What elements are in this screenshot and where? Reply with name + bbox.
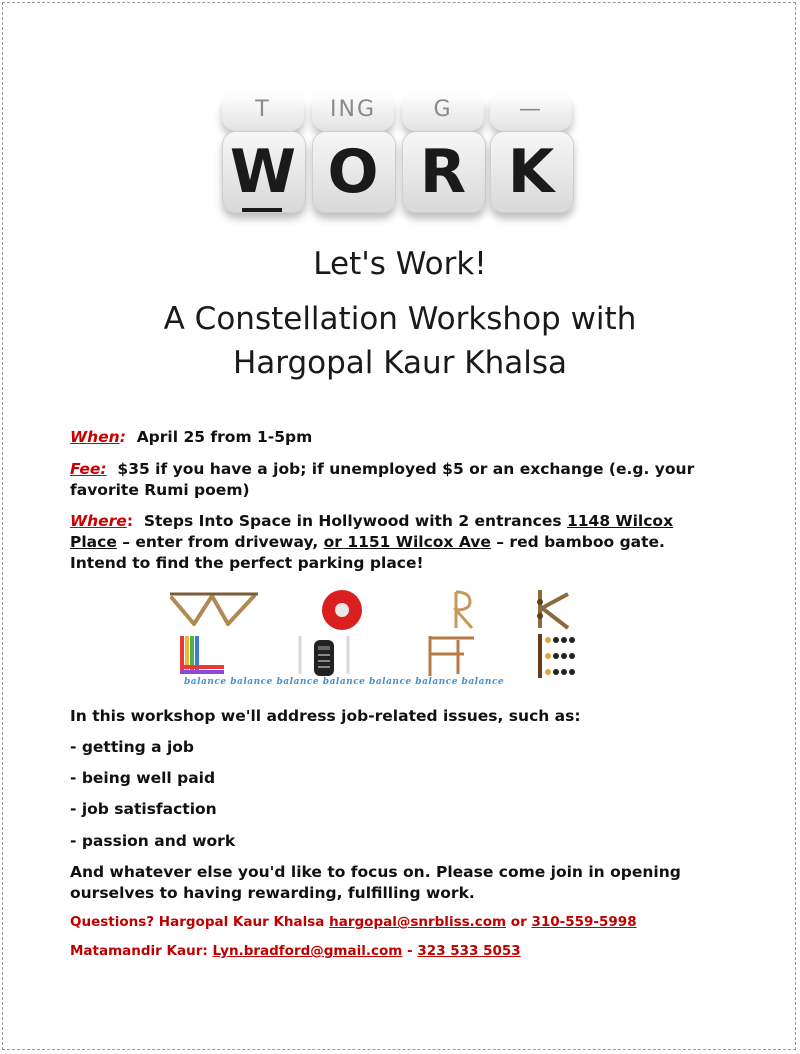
page-title: Let's Work! xyxy=(313,246,487,282)
issue-item: - being well paid xyxy=(70,769,216,787)
contact-1-prefix: Questions? Hargopal Kaur Khalsa xyxy=(70,914,330,930)
work-dice-image xyxy=(222,85,572,225)
address-2: or 1151 Wilcox Ave xyxy=(323,533,491,551)
issue-item: - getting a job xyxy=(70,738,195,756)
fee-label: Fee: xyxy=(70,460,107,478)
fee-text: $35 if you have a job; if unemployed $5 or an exchange (e.g. your favorite Rumi poem) xyxy=(70,460,695,499)
where-text-a: Steps Into Space in Hollywood with 2 entrances xyxy=(143,512,567,530)
subtitle-line-2: Hargopal Kaur Khalsa xyxy=(232,345,568,381)
issue-item: - job satisfaction xyxy=(70,800,217,818)
where-label: Where xyxy=(70,512,127,530)
dice-top-letter: — xyxy=(519,97,543,122)
email-link-hargopal[interactable]: hargopal@snrbliss.com xyxy=(329,914,507,930)
phone-link-matamandir[interactable]: 323 533 5053 xyxy=(417,943,521,959)
where-text-c: – red bamboo gate. Intend to find the perfect parking place! xyxy=(70,533,665,572)
when-text: April 25 from 1-5pm xyxy=(136,428,313,446)
fee-line xyxy=(70,459,720,501)
closing-text: And whatever else you'd like to focus on. Please come join in opening ourselves to having rewarding, fulfilling work. xyxy=(70,863,681,902)
email-link-matamandir[interactable]: Lyn.bradford@gmail.com xyxy=(212,943,403,959)
w-underline xyxy=(242,208,282,212)
where-line xyxy=(70,511,720,574)
contact-1-mid: or xyxy=(506,914,532,930)
dice-top-letter: ING xyxy=(330,97,376,122)
when-colon: : xyxy=(119,428,126,446)
dice-letter-o: O xyxy=(327,137,379,207)
intro-text: In this workshop we'll address job-related issues, such as: xyxy=(70,707,581,725)
when-label: When xyxy=(70,428,120,446)
dice-top-letter: G xyxy=(433,97,453,122)
balance-text: balance balance balance balance balance balance balance xyxy=(184,677,505,687)
page-subtitle xyxy=(0,297,800,385)
phone-link-hargopal[interactable]: 310-559-5998 xyxy=(531,914,637,930)
dice-letter-w: W xyxy=(229,137,297,207)
dice-letter-r: R xyxy=(419,137,467,207)
issue-item: - passion and work xyxy=(70,832,236,850)
work-life-graphic xyxy=(168,588,616,688)
where-text-b: – enter from driveway, xyxy=(116,533,324,551)
subtitle-line-1: A Constellation Workshop with xyxy=(163,301,637,337)
address-1: 1148 Wilcox Place xyxy=(70,512,674,551)
dice-top-letter: T xyxy=(255,97,271,122)
dice-letter-k: K xyxy=(507,137,555,207)
contact-line-2 xyxy=(70,943,521,959)
when-line xyxy=(70,427,720,448)
work-life-balance-image xyxy=(168,588,616,688)
contact-2-mid: - xyxy=(402,943,418,959)
contact-line-1 xyxy=(70,914,637,930)
contact-2-prefix: Matamandir Kaur: xyxy=(70,943,213,959)
where-colon: : xyxy=(126,512,134,530)
